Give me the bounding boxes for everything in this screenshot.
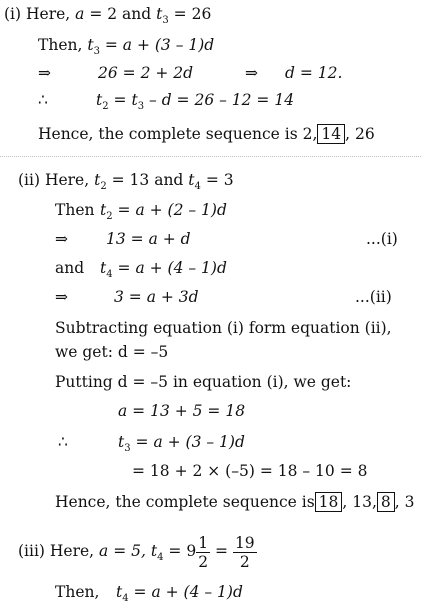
equation-tag: ...(ii) [355, 288, 392, 306]
part-i-equation: ⇒ [38, 64, 51, 82]
answer-box: 18 [315, 492, 343, 512]
part-label: (ii) [18, 171, 41, 189]
part-ii-given: (ii) Here, $t_2 = 13$ and $t_4 = 3$ [18, 171, 234, 192]
part-iii-then-eq: $t_4 = a + (4 - 1)d$ [116, 583, 243, 604]
subtract-result: we get: d = –5 [55, 343, 169, 361]
fraction-one-half: $\frac{1}{2}$ [198, 533, 209, 571]
answer-box: 8 [377, 492, 395, 512]
part-label: (iii) [18, 542, 45, 560]
subtract-text: Subtracting equation (i) form equation (ii), [55, 319, 392, 337]
part-i-t2: $t_2 = t_3 - d = 26 - 12 = 14$ [96, 91, 295, 112]
equation-tag: ...(i) [366, 230, 398, 248]
fraction-nineteen-halves: $\frac{19}{2}$ [234, 533, 255, 571]
part-i-given: (i) Here, a = 2 and $t_3 = 26$ [4, 5, 212, 26]
part-ii-eq2: 3 = a + 3d [114, 288, 199, 306]
then-label: Then [55, 201, 95, 219]
therefore-symbol: ∴ [38, 91, 48, 109]
part-ii-then-eq: $t_2 = a + (2 - 1)d$ [100, 201, 227, 222]
part-i-eq1: 26 = 2 + 2d [98, 64, 194, 82]
putting-text: Putting d = –5 in equation (i), we get: [55, 373, 352, 391]
implies-symbol: ⇒ [55, 230, 68, 248]
part-ii-and-eq: $t_4 = a + (4 - 1)d$ [100, 259, 227, 280]
t3-calculation: = 18 + 2 × (–5) = 18 – 10 = 8 [132, 462, 368, 480]
part-ii-t3-eq: $t_3 = a + (3 - 1)d$ [118, 433, 245, 454]
part-i-sequence: Hence, the complete sequence is 2, 14 , 26 [38, 125, 375, 143]
a-value-eq: a = 13 + 5 = 18 [118, 402, 246, 420]
divider [0, 156, 421, 157]
part-iii-given: (iii) Here, a = 5, $t_4 = 9$ $\frac{1}{2}$ = $\frac{19}{2}$ [18, 531, 257, 571]
implies-symbol: ⇒ [245, 64, 258, 82]
and-label: and [55, 259, 85, 277]
then-label: Then, [55, 583, 100, 601]
part-ii-eq1: 13 = a + d [106, 230, 191, 248]
part-i-then: Then, $t_3 = a + (3 - 1)d$ [38, 36, 215, 57]
part-label: (i) [4, 5, 22, 23]
therefore-symbol: ∴ [58, 433, 68, 451]
answer-box: 14 [317, 124, 345, 144]
part-ii-sequence: Hence, the complete sequence is 18 , 13, 8 , 3 [55, 493, 415, 511]
part-i-eq2: d = 12. [285, 64, 343, 82]
implies-symbol: ⇒ [55, 288, 68, 306]
